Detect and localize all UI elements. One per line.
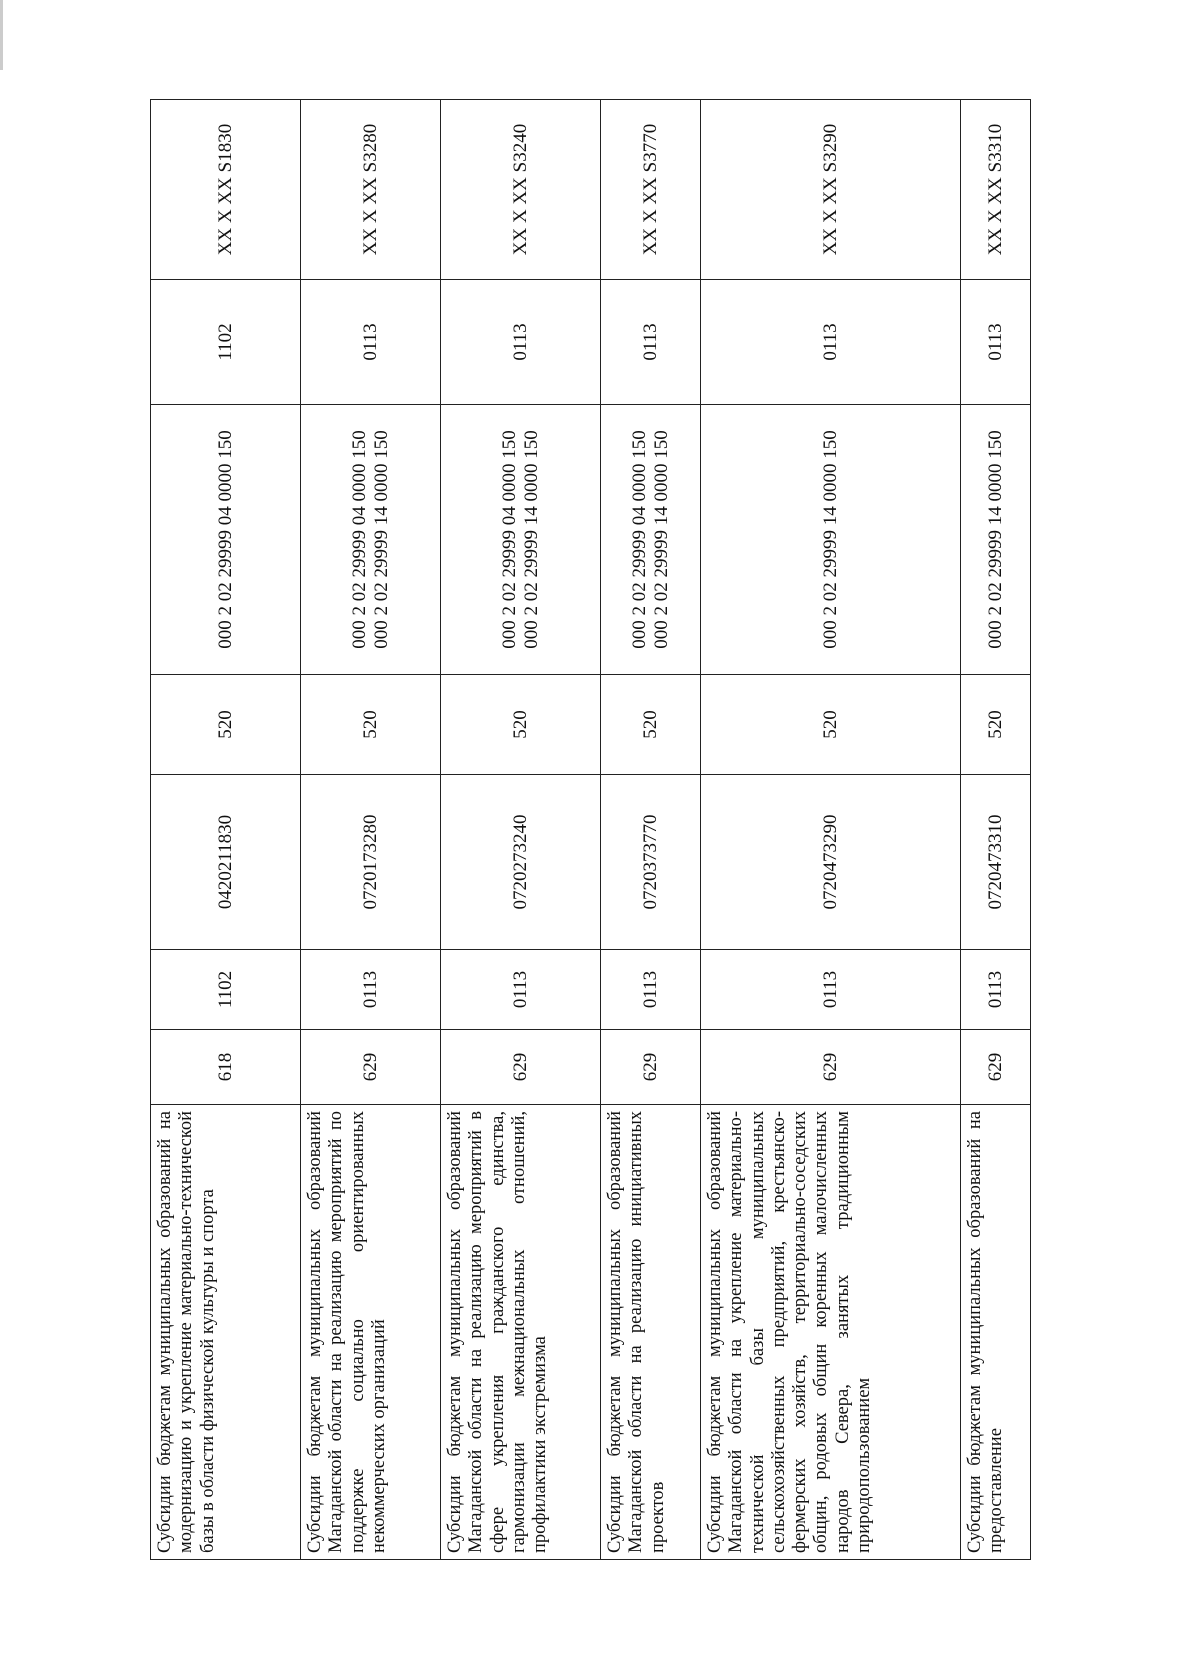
expense-type-cell: 520: [701, 675, 961, 775]
section-code-cell: 0113: [301, 280, 441, 405]
section-code-cell: 0113: [441, 950, 601, 1030]
admin-code-cell: 629: [961, 1030, 1031, 1105]
income-code-line: 000 2 02 29999 04 0000 150: [348, 430, 370, 649]
target-article-cell: 0720473290: [701, 775, 961, 950]
section-code-cell: 0113: [441, 280, 601, 405]
description-cell: Субсидии бюджетам муниципальных образований на модернизацию и укрепление материально-технической базы в области физической культуры и спорта: [151, 1105, 301, 1560]
expense-type-cell: 520: [441, 675, 601, 775]
section-code-cell: 0113: [961, 950, 1031, 1030]
target-article-cell: 0720173280: [301, 775, 441, 950]
expense-type-cell: 520: [601, 675, 701, 775]
income-code-line: 000 2 02 29999 04 0000 150: [498, 430, 520, 649]
target-article-cell: 0720473310: [961, 775, 1031, 950]
table-row: [601, 100, 701, 1560]
table-row: [301, 100, 441, 1560]
admin-code-cell: 629: [441, 1030, 601, 1105]
section-code-cell: 0113: [961, 280, 1031, 405]
income-code-line: 000 2 02 29999 14 0000 150: [520, 430, 542, 649]
income-code-line: 000 2 02 29999 04 0000 150: [628, 430, 650, 649]
section-code-cell: 0113: [601, 950, 701, 1030]
admin-code-cell: 629: [301, 1030, 441, 1105]
section-code-cell: 0113: [701, 280, 961, 405]
admin-code-cell: 629: [701, 1030, 961, 1105]
rotated-page-content: [150, 100, 1030, 1560]
income-code-cell: [601, 405, 701, 675]
table-row: [151, 100, 301, 1560]
income-code-line: 000 2 02 29999 04 0000 150: [214, 430, 236, 649]
section-code-cell: 0113: [301, 950, 441, 1030]
income-code-cell: [151, 405, 301, 675]
subsidy-code-cell: XX X XX S3280: [301, 100, 441, 280]
expense-type-cell: 520: [151, 675, 301, 775]
section-code-cell: 1102: [151, 950, 301, 1030]
table-row: [961, 100, 1031, 1560]
description-cell: Субсидии бюджетам муниципальных образований на предоставление: [961, 1105, 1031, 1560]
income-code-line: 000 2 02 29999 14 0000 150: [819, 430, 841, 649]
subsidy-table: [150, 99, 1031, 1560]
description-cell: Субсидии бюджетам муниципальных образований Магаданской области на реализацию мероприятий по поддержке социально ориентированных некоммерческих организаций: [301, 1105, 441, 1560]
expense-type-cell: 520: [961, 675, 1031, 775]
admin-code-cell: 629: [601, 1030, 701, 1105]
income-code-cell: [701, 405, 961, 675]
income-code-cell: [961, 405, 1031, 675]
section-code-cell: 1102: [151, 280, 301, 405]
scan-edge-mark: [0, 0, 3, 70]
subsidy-code-cell: XX X XX S3770: [601, 100, 701, 280]
table-row: [441, 100, 601, 1560]
expense-type-cell: 520: [301, 675, 441, 775]
description-cell: Субсидии бюджетам муниципальных образований Магаданской области на реализацию инициативных проектов: [601, 1105, 701, 1560]
income-code-line: 000 2 02 29999 14 0000 150: [984, 430, 1006, 649]
income-code-cell: [301, 405, 441, 675]
subsidy-code-cell: XX X XX S3240: [441, 100, 601, 280]
subsidy-code-cell: XX X XX S3290: [701, 100, 961, 280]
subsidy-code-cell: XX X XX S3310: [961, 100, 1031, 280]
income-code-line: 000 2 02 29999 14 0000 150: [370, 430, 392, 649]
admin-code-cell: 618: [151, 1030, 301, 1105]
income-code-cell: [441, 405, 601, 675]
subsidy-code-cell: XX X XX S1830: [151, 100, 301, 280]
income-code-line: 000 2 02 29999 14 0000 150: [650, 430, 672, 649]
description-cell: Субсидии бюджетам муниципальных образований Магаданской области на реализацию мероприятий в сфере укрепления гражданского единства, гармонизации межнациональных отношений, профилактики экстремизма: [441, 1105, 601, 1560]
section-code-cell: 0113: [701, 950, 961, 1030]
target-article-cell: 0720373770: [601, 775, 701, 950]
target-article-cell: 0420211830: [151, 775, 301, 950]
target-article-cell: 0720273240: [441, 775, 601, 950]
section-code-cell: 0113: [601, 280, 701, 405]
description-cell: Субсидии бюджетам муниципальных образований Магаданской области на укрепление материально-технической базы муниципальных сельскохозяйственных предприятий, крестьянско-фермерских хозяйств, территориально-соседских общин, родовых общин коренных малочисленных народов Севера, занятых традиционным природопользованием: [701, 1105, 961, 1560]
table-row: [701, 100, 961, 1560]
